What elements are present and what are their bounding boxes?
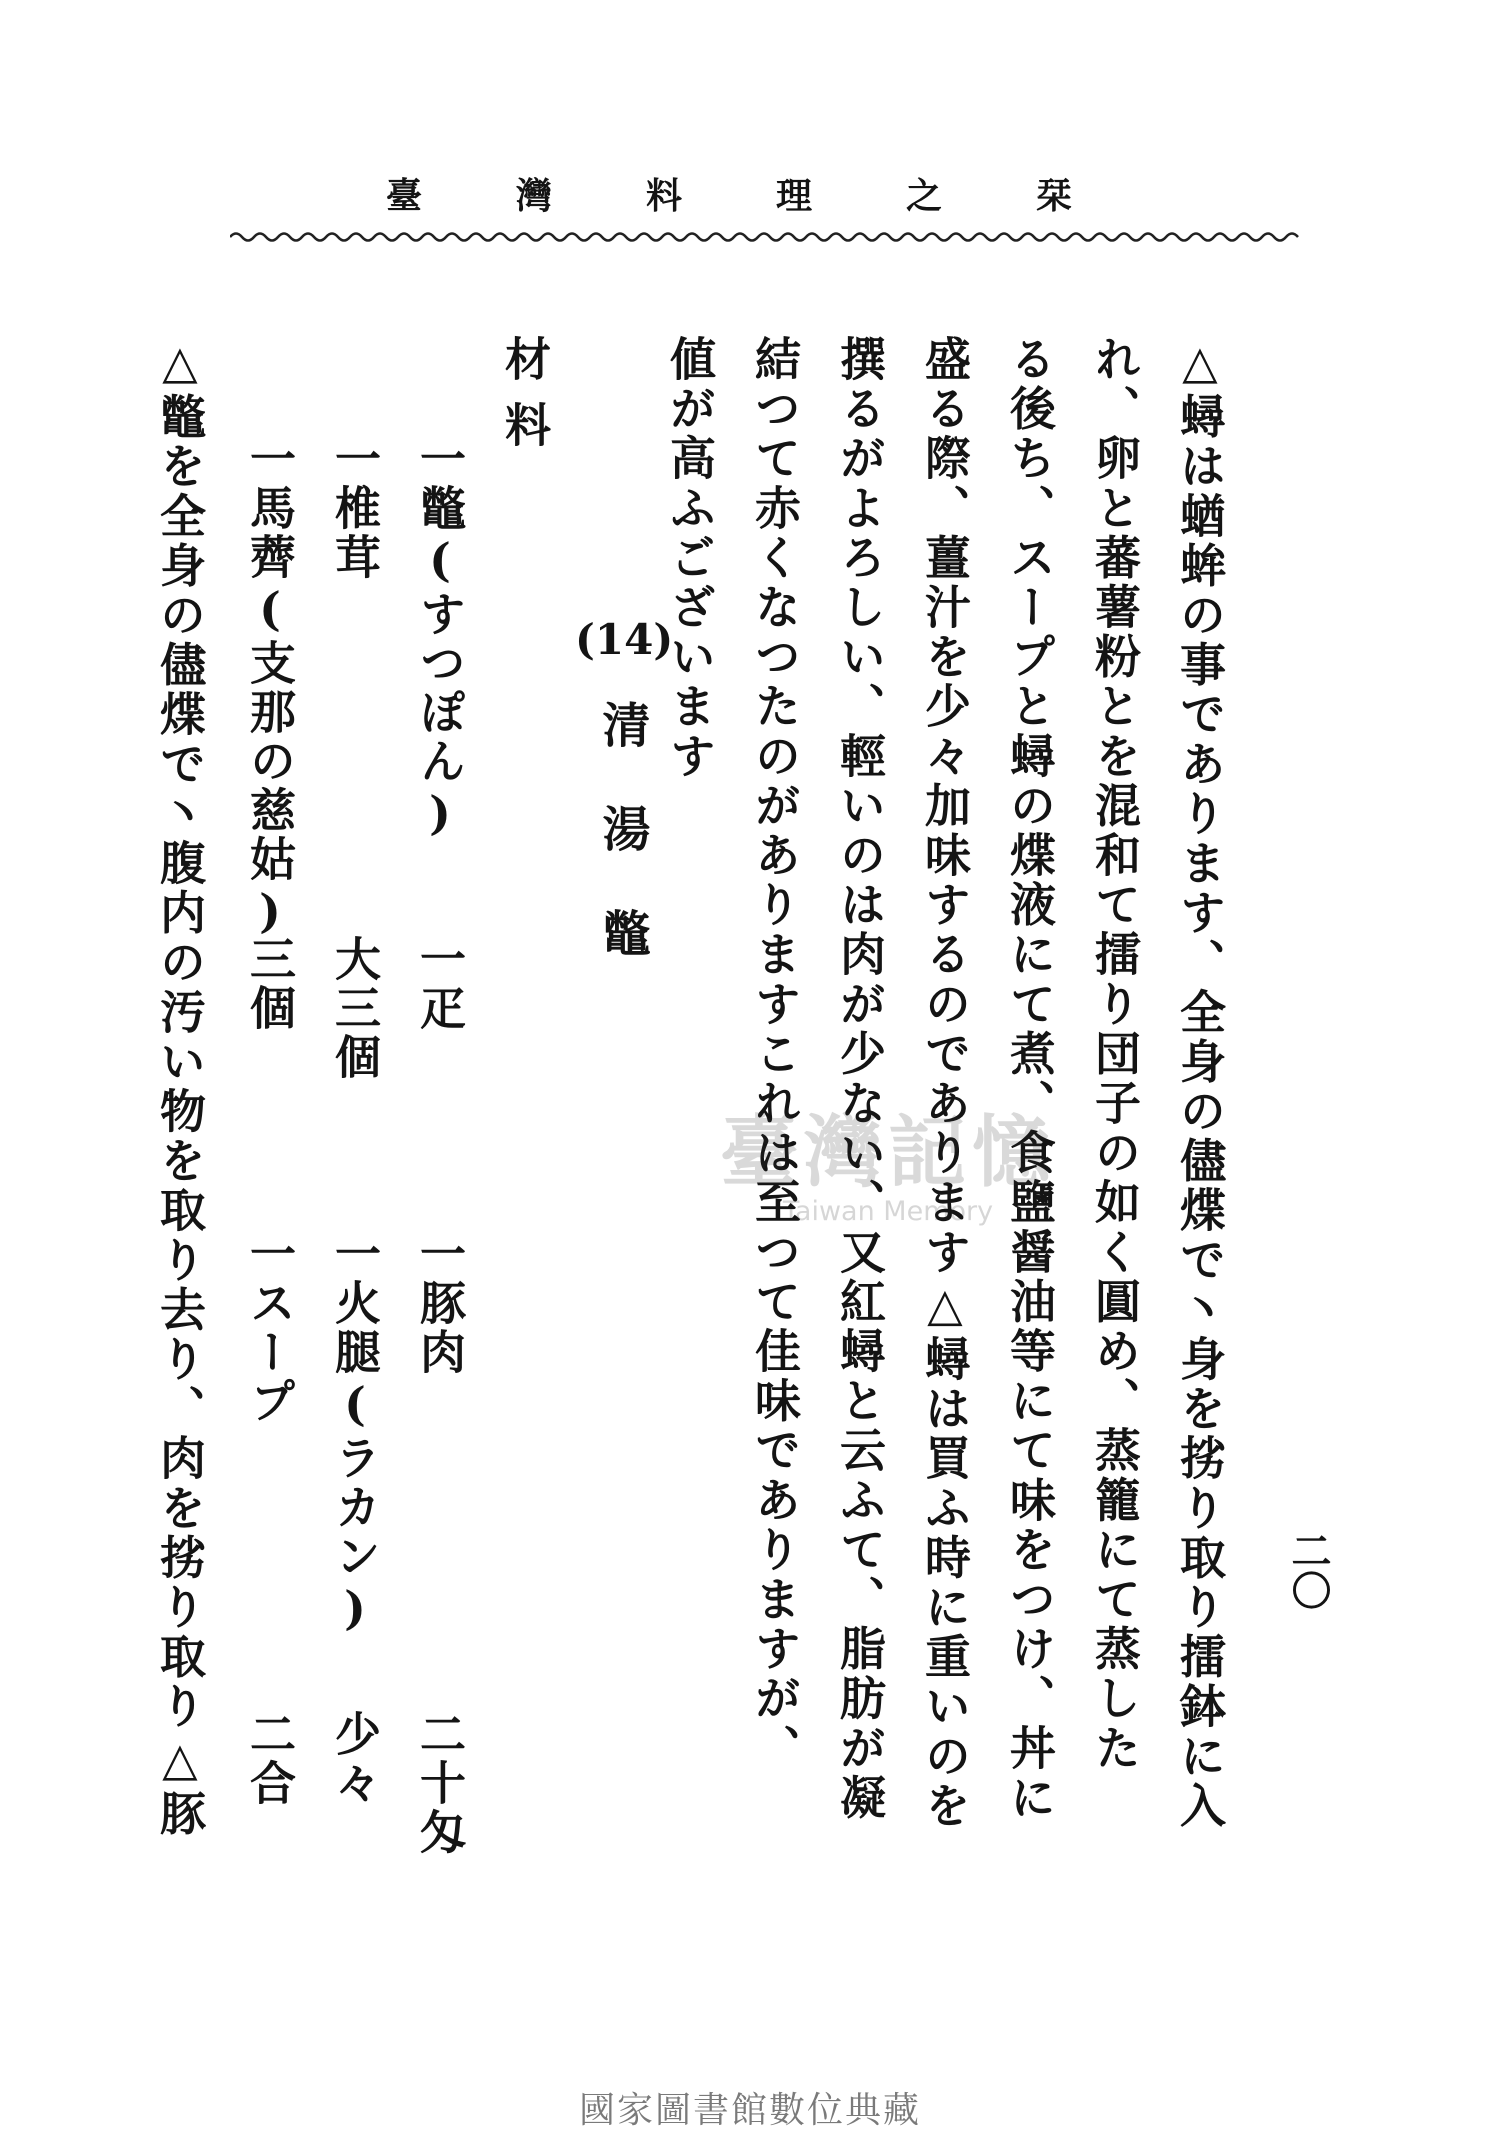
body-text-column: △蟳は蝤蛑の事であります、全身の儘煠で丶身を挘り取り擂鉢に入 [1173, 335, 1227, 1831]
header-wavy-rule [230, 228, 1300, 246]
watermark-english: Taiwan Memory [782, 1196, 994, 1227]
body-text-column: 撰るがよろしい、輕いのは肉が少ない、又紅蟳と云ふて、脂肪が凝 [833, 335, 887, 1823]
ingredient-name: 一馬薺(支那の慈姑) [243, 435, 297, 941]
ingredient-name: 一火腿(ラカン) [328, 1230, 382, 1638]
recipe-number: (14) [575, 615, 674, 664]
body-text-column: 結つて赤くなつたのがありますこれは至つて佳味でありますが、 [748, 335, 802, 1774]
ingredient-quantity: 二合 [243, 1710, 297, 1808]
body-text-column: れ、卵と蕃薯粉とを混和て擂り団子の如く圓め、蒸籠にて蒸した [1088, 335, 1142, 1774]
ingredient-name: 一スープ [243, 1230, 297, 1426]
body-text-column: る後ち、スープと蟳の煠液にて煮、食鹽醤油等にて味をつけ、丼に [1003, 335, 1057, 1823]
header-char: 灣 [515, 174, 554, 217]
ingredient-name: 一豚肉 [413, 1230, 467, 1377]
header-char: 臺 [385, 174, 424, 217]
ingredient-name: 一鼈(すつぽん) [413, 435, 467, 843]
watermark-chinese: 臺灣記憶 [720, 1108, 1057, 1198]
header-char: 之 [905, 174, 944, 217]
ingredient-quantity: 二十匁 [413, 1710, 467, 1857]
ingredient-quantity: 大三個 [328, 935, 382, 1082]
page-number: 二〇 [1285, 1530, 1332, 1610]
footer-credit: 國家圖書館數位典藏 [578, 2090, 921, 2131]
body-text-column: 盛る際、薑汁を少々加味するのであります△蟳は買ふ時に重いのを [918, 335, 972, 1831]
ingredient-quantity: 少々 [328, 1710, 382, 1808]
recipe-title: 清湯鼈 [594, 700, 650, 1012]
ingredient-quantity: 一疋 [413, 935, 467, 1033]
ingredient-quantity: 三個 [243, 935, 297, 1033]
materials-label: 材料 [498, 335, 552, 467]
body-text-column: 値が高ふございます [663, 335, 717, 782]
method-text-column: △鼈を全身の儘煠で丶腹内の汚い物を取り去り、肉を挘り取り△豚 [153, 335, 207, 1839]
header-char: 栞 [1035, 174, 1074, 217]
header-char: 理 [775, 174, 814, 217]
taiwan-memory-watermark [720, 1090, 1056, 1227]
header-char: 料 [645, 174, 684, 217]
page-header-title [380, 168, 1080, 218]
ingredient-name: 一椎茸 [328, 435, 382, 582]
